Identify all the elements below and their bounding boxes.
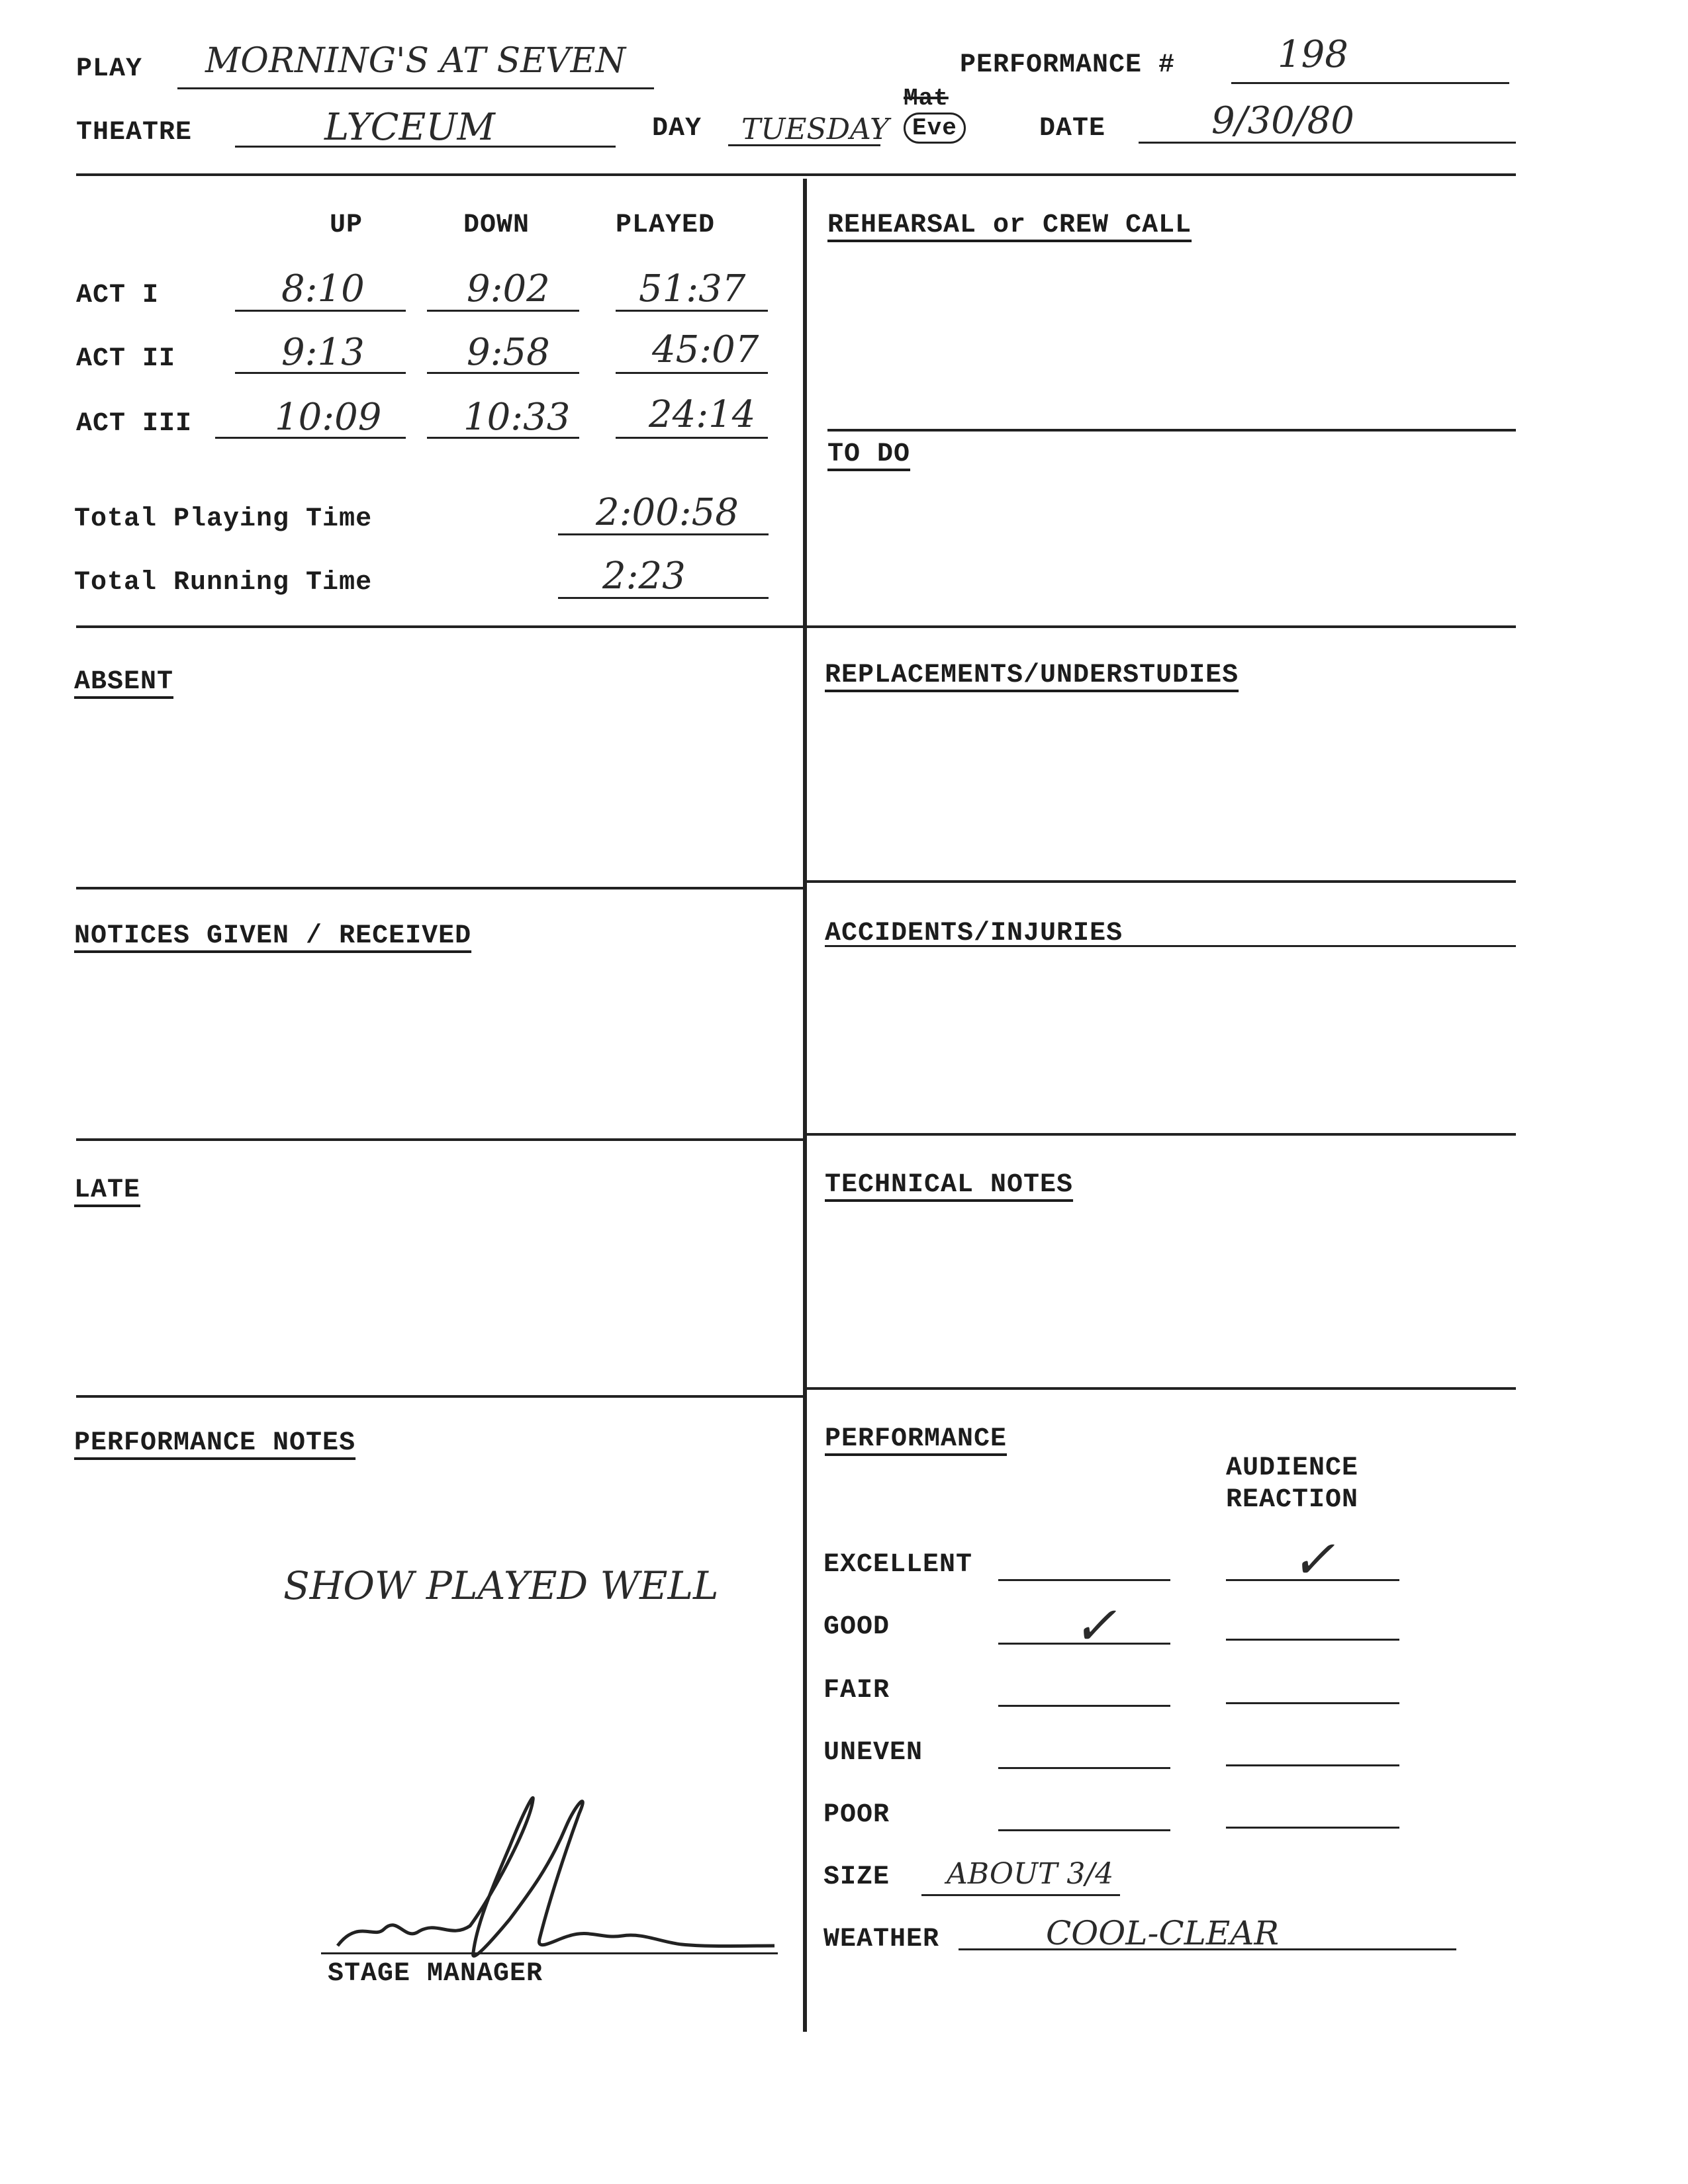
performance-notes-label: PERFORMANCE NOTES (74, 1428, 356, 1458)
rating-excellent-label: EXCELLENT (823, 1550, 973, 1580)
row-divider-3 (76, 1138, 804, 1141)
act-down: 9:02 (467, 267, 550, 310)
act-down: 10:33 (463, 396, 571, 439)
act-up-line (235, 372, 406, 374)
theatre-line (235, 146, 616, 148)
performance-check-good: ✓ (1072, 1595, 1117, 1657)
date-line (1139, 142, 1516, 144)
center-divider (803, 179, 807, 2032)
absent-label: ABSENT (74, 667, 174, 697)
play-value: MORNING'S AT SEVEN (205, 41, 626, 81)
audience-reaction-label-2: REACTION (1226, 1485, 1359, 1515)
theatre-value: LYCEUM (324, 106, 495, 149)
header-divider (76, 173, 1516, 176)
total-playing-label: Total Playing Time (74, 504, 373, 534)
replacements-label: REPLACEMENTS/UNDERSTUDIES (825, 660, 1239, 690)
technical-notes-label: TECHNICAL NOTES (825, 1170, 1074, 1200)
act-played-line (616, 437, 768, 439)
rating-good-label: GOOD (823, 1612, 890, 1642)
late-label: LATE (74, 1175, 141, 1205)
audience-line (1226, 1764, 1399, 1766)
audience-line (1226, 1827, 1399, 1829)
audience-reaction-label-1: AUDIENCE (1226, 1453, 1359, 1483)
day-label: DAY (652, 114, 702, 144)
act-played-line (616, 310, 768, 312)
play-label: PLAY (76, 54, 143, 84)
performance-label: PERFORMANCE (825, 1424, 1008, 1454)
weather-value: COOL-CLEAR (1046, 1914, 1280, 1952)
theatre-label: THEATRE (76, 118, 193, 148)
act-up-line (215, 437, 406, 439)
col-up-label: UP (330, 210, 363, 240)
rating-uneven-label: UNEVEN (823, 1738, 923, 1768)
act-played-line (616, 372, 768, 374)
col-down-label: DOWN (463, 210, 530, 240)
performance-number-label: PERFORMANCE # (960, 50, 1176, 80)
col-played-label: PLAYED (616, 210, 716, 240)
row-divider-1 (76, 625, 1516, 628)
total-running-line (558, 597, 769, 599)
size-label: SIZE (823, 1862, 890, 1892)
row-divider-2-right (805, 880, 1516, 883)
rehearsal-divider (827, 429, 1516, 432)
day-line (728, 144, 880, 146)
row-divider-2 (76, 887, 804, 889)
audience-line (1226, 1639, 1399, 1641)
eve-label: Eve (904, 113, 966, 144)
performance-number-value: 198 (1278, 33, 1348, 76)
weather-line (959, 1948, 1456, 1950)
act-up-line (235, 310, 406, 312)
total-running-label: Total Running Time (74, 568, 373, 598)
act-up: 8:10 (281, 267, 365, 310)
act-up: 10:09 (275, 396, 382, 439)
audience-line (1226, 1702, 1399, 1704)
notices-label: NOTICES GIVEN / RECEIVED (74, 921, 472, 951)
rating-poor-label: POOR (823, 1800, 890, 1830)
todo-label: TO DO (827, 439, 911, 469)
performance-line (998, 1767, 1170, 1769)
date-label: DATE (1039, 114, 1106, 144)
performance-notes-value: SHOW PLAYED WELL (283, 1563, 719, 1608)
act-label: ACT II (76, 344, 176, 374)
act-label: ACT III (76, 409, 193, 439)
performance-line (998, 1829, 1170, 1831)
act-played: 51:37 (639, 267, 746, 310)
act-down-line (427, 437, 579, 439)
date-value: 9/30/80 (1211, 99, 1354, 142)
act-played: 45:07 (652, 328, 759, 371)
act-down-line (427, 372, 579, 374)
row-divider-4 (76, 1395, 804, 1398)
accidents-line (825, 945, 1516, 947)
act-played: 24:14 (649, 393, 756, 436)
performance-number-line (1231, 82, 1509, 84)
act-up: 9:13 (281, 331, 365, 374)
accidents-label: ACCIDENTS/INJURIES (825, 919, 1123, 948)
stage-manager-label: STAGE MANAGER (328, 1959, 543, 1989)
total-running-value: 2:23 (602, 555, 686, 598)
day-value: TUESDAY (741, 113, 890, 146)
act-down: 9:58 (467, 331, 550, 374)
rehearsal-crew-call-label: REHEARSAL or CREW CALL (827, 210, 1192, 240)
act-down-line (427, 310, 579, 312)
performance-line (998, 1705, 1170, 1707)
performance-line (998, 1579, 1170, 1581)
size-value: ABOUT 3/4 (947, 1857, 1114, 1891)
rating-fair-label: FAIR (823, 1676, 890, 1706)
act-label: ACT I (76, 281, 160, 310)
audience-check-excellent: ✓ (1291, 1529, 1336, 1590)
weather-label: WEATHER (823, 1925, 940, 1954)
total-playing-line (558, 533, 769, 535)
row-divider-4-right (805, 1387, 1516, 1390)
size-line (921, 1894, 1120, 1896)
stage-manager-signature (311, 1787, 788, 1979)
mat-label: Mat (904, 85, 949, 112)
stage-manager-line (321, 1952, 778, 1954)
row-divider-3-right (805, 1133, 1516, 1136)
total-playing-value: 2:00:58 (596, 491, 739, 534)
play-line (177, 87, 654, 89)
